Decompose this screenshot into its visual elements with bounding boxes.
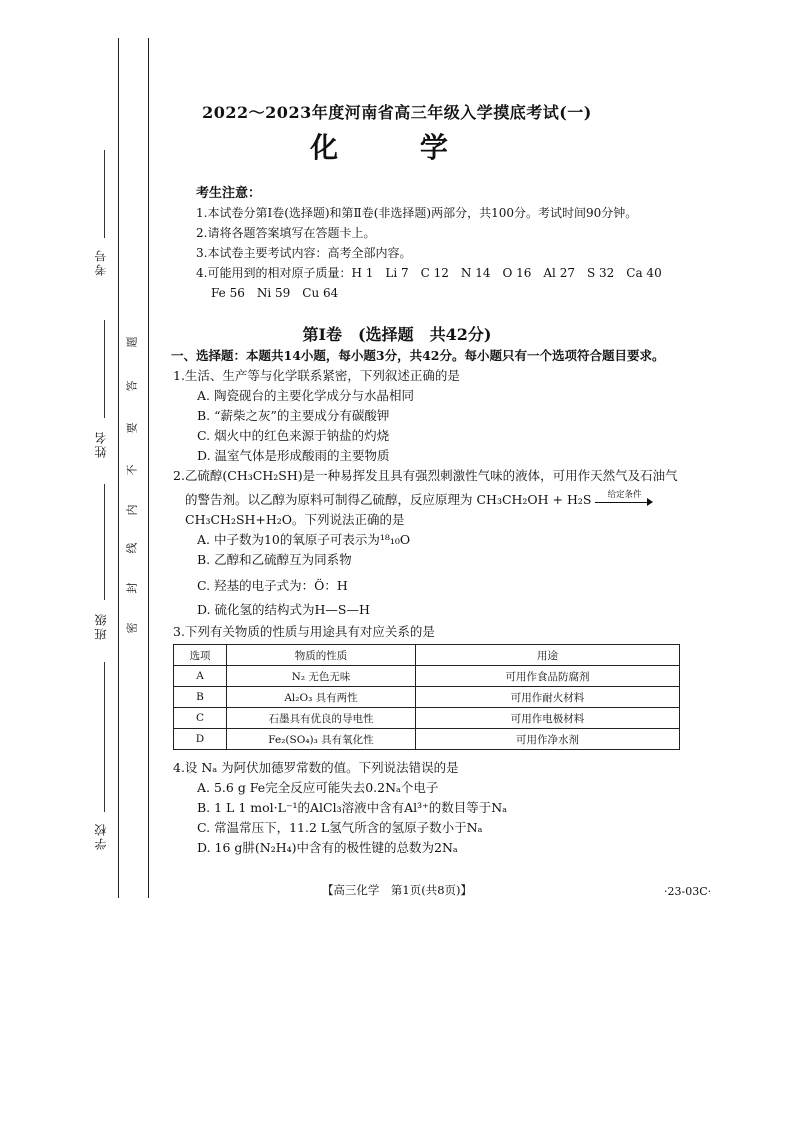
q4-option-a: A. 5.6 g Fe完全反应可能失去0.2Nₐ个电子 [197, 780, 439, 795]
q2-stem-line1: 2.乙硫醇(CH₃CH₂SH)是一种易挥发且具有强烈刺激性气味的液体，可用作天然气及石油气 [173, 468, 678, 483]
page-footer: 【高三化学 第1页(共8页)】 [321, 883, 473, 897]
table-header-cell: 选项 [174, 645, 227, 666]
table-cell: 可用作电极材料 [416, 708, 680, 729]
seal-char: 要 [125, 422, 139, 434]
q1-stem: 1.生活、生产等与化学联系紧密，下列叙述正确的是 [173, 368, 460, 383]
notice-item: Fe 56 Ni 59 Cu 64 [211, 286, 339, 300]
q2-stem-line3: CH₃CH₂SH+H₂O。下列说法正确的是 [185, 512, 405, 527]
table-header-row [174, 645, 680, 666]
notice-item: 2.请将各题答案填写在答题卡上。 [196, 226, 376, 240]
table-cell: 可用作净水剂 [416, 729, 680, 750]
table-cell: Al₂O₃ 具有两性 [227, 687, 416, 708]
seal-char: 内 [125, 504, 139, 516]
q3-stem: 3.下列有关物质的性质与用途具有对应关系的是 [173, 624, 435, 639]
q4-option-b: B. 1 L 1 mol·L⁻¹的AlCl₃溶液中含有Al³⁺的数目等于Nₐ [197, 800, 508, 815]
q2-stem-line2 [185, 490, 653, 510]
q1-option-d: D. 温室气体是形成酸雨的主要物质 [197, 448, 390, 463]
table-cell: 可用作耐火材料 [416, 687, 680, 708]
table-cell: 可用作食品防腐剂 [416, 666, 680, 687]
banji-label: 班级 [94, 612, 108, 640]
xuexiao-blank [104, 662, 105, 812]
q1-option-c: C. 烟火中的红色来源于钠盐的灼烧 [197, 428, 390, 443]
table-cell: N₂ 无色无味 [227, 666, 416, 687]
table-row [174, 708, 680, 729]
table-cell: B [174, 687, 227, 708]
q4-stem: 4.设 Nₐ 为阿伏加德罗常数的值。下列说法错误的是 [173, 760, 459, 775]
q1-option-b: B. “薪柴之灰”的主要成分有碳酸钾 [197, 408, 390, 423]
table-row [174, 729, 680, 750]
xingming-label: 姓名 [94, 430, 108, 458]
seal-char: 不 [125, 464, 139, 476]
table-cell: A [174, 666, 227, 687]
margin-line-left [118, 38, 119, 898]
notice-heading: 考生注意： [196, 186, 262, 201]
kaohao-label: 考号 [94, 248, 108, 276]
reaction-arrow [595, 489, 653, 508]
subject-title: 化 学 [310, 131, 484, 164]
seal-char: 题 [125, 336, 139, 348]
seal-char: 线 [125, 542, 139, 554]
q2-option-a: A. 中子数为10的氧原子可表示为¹⁸₁₀O [197, 532, 411, 547]
section-instructions: 一、选择题：本题共14小题，每小题3分，共42分。每小题只有一个选项符合题目要求。 [171, 348, 665, 363]
exam-title: 2022～2023年度河南省高三年级入学摸底考试(一) [202, 103, 592, 122]
q3-table [173, 644, 680, 750]
seal-char: 封 [125, 582, 139, 594]
xuexiao-label: 学校 [94, 822, 108, 850]
q2-option-b: B. 乙醇和乙硫醇互为同系物 [197, 552, 352, 567]
table-row [174, 666, 680, 687]
notice-item: 1.本试卷分第Ⅰ卷(选择题)和第Ⅱ卷(非选择题)两部分，共100分。考试时间90分钟。 [196, 206, 638, 220]
table-cell: D [174, 729, 227, 750]
q1-option-a: A. 陶瓷砚台的主要化学成分与水晶相同 [197, 388, 414, 403]
seal-char: 密 [125, 622, 139, 634]
margin-line-right [148, 38, 149, 898]
paper-code: ·23-03C· [664, 885, 712, 898]
q4-option-c: C. 常温常压下，11.2 L氢气所含的氢原子数小于Nₐ [197, 820, 483, 835]
table-header-cell: 用途 [416, 645, 680, 666]
q2-option-c: C. 羟基的电子式为：Ö：H [197, 578, 348, 593]
q2-option-d: D. 硫化氢的结构式为H—S—H [197, 602, 370, 617]
notice-item: 3.本试卷主要考试内容：高考全部内容。 [196, 246, 412, 260]
arrow-condition-label: 给定条件 [607, 489, 642, 500]
q2-stem-text: 的警告剂。以乙醇为原料可制得乙硫醇，反应原理为 CH₃CH₂OH + H₂S [185, 492, 592, 507]
part1-title: 第Ⅰ卷 (选择题 共42分) [302, 325, 492, 344]
seal-char: 答 [125, 380, 139, 392]
table-row [174, 687, 680, 708]
banji-blank [104, 484, 105, 600]
notice-item: 4.可能用到的相对原子质量：H 1 Li 7 C 12 N 14 O 16 Al 27 S 32 Ca 40 [196, 266, 662, 280]
table-header-cell: 物质的性质 [227, 645, 416, 666]
table-cell: C [174, 708, 227, 729]
table-cell: 石墨具有优良的导电性 [227, 708, 416, 729]
table-cell: Fe₂(SO₄)₃ 具有氧化性 [227, 729, 416, 750]
q4-option-d: D. 16 g肼(N₂H₄)中含有的极性键的总数为2Nₐ [197, 840, 458, 855]
